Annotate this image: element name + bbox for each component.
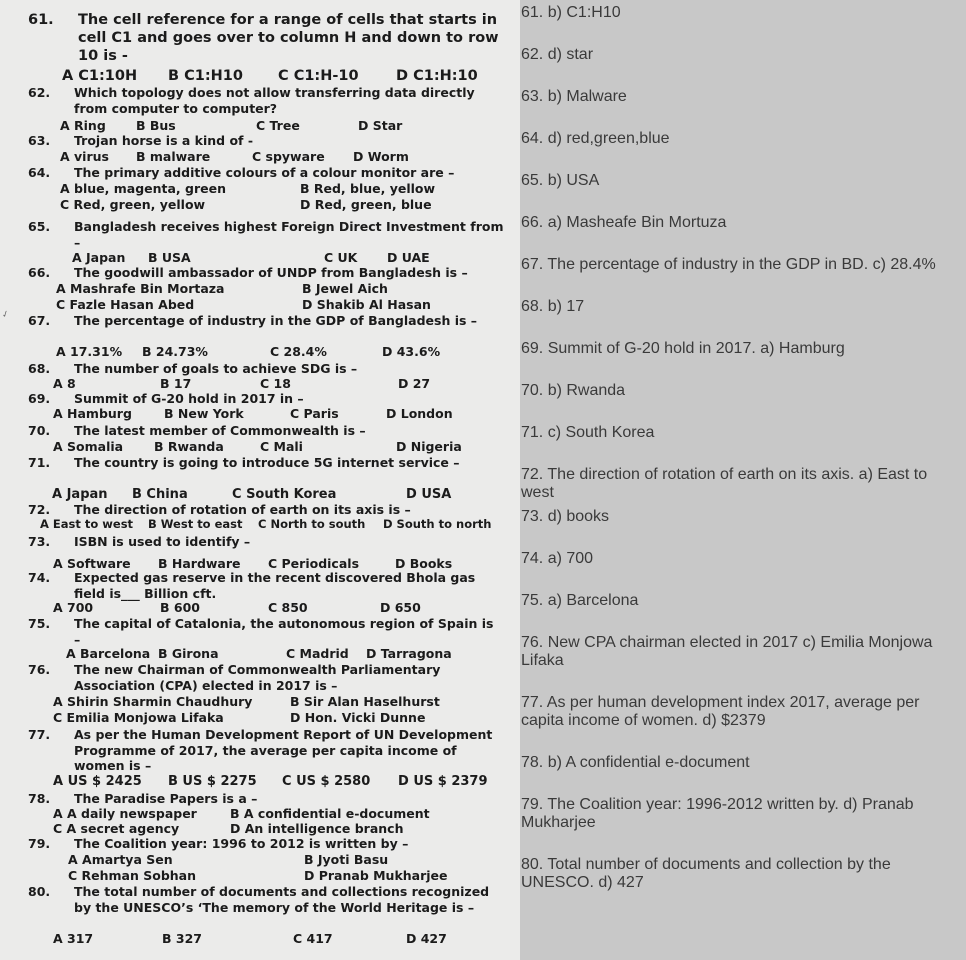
question-number: 63.: [28, 133, 51, 148]
question-stem: The direction of rotation of earth on its axis is –: [74, 502, 411, 517]
option-b: B A confidential e-document: [230, 806, 430, 821]
answer-73: 73. d) books: [521, 508, 610, 525]
option-c: C Periodicals: [268, 556, 360, 571]
answer-72: 72. The direction of rotation of earth on its axis. a) East to west: [521, 466, 928, 501]
option-a: A Software: [53, 556, 131, 571]
option-c: C Rehman Sobhan: [68, 868, 197, 883]
answer-74: 74. a) 700: [521, 550, 594, 567]
question-stem: Bangladesh receives highest Foreign Direct Investment from –: [74, 219, 504, 250]
option-a: A Hamburg: [53, 406, 132, 421]
option-d: D An intelligence branch: [230, 821, 404, 836]
question-number: 67.: [28, 313, 51, 328]
handwritten-mark: ✓: [0, 309, 12, 321]
question-stem: Which topology does not allow transferring data directly from computer to computer?: [74, 85, 475, 116]
answer-75: 75. a) Barcelona: [521, 592, 639, 609]
option-b: B malware: [136, 149, 211, 164]
option-a: A Japan: [72, 250, 126, 265]
option-a: A East to west: [40, 517, 134, 531]
question-stem: The number of goals to achieve SDG is –: [74, 361, 358, 376]
option-c: C 850: [268, 600, 308, 615]
question-number: 75.: [28, 616, 51, 631]
answer-80: 80. Total number of documents and collection by the UNESCO. d) 427: [521, 856, 891, 891]
option-b: B Jewel Aich: [302, 281, 388, 296]
answer-62: 62. d) star: [521, 46, 594, 63]
option-a: A C1:10H: [62, 68, 138, 84]
question-stem: Trojan horse is a kind of -: [74, 133, 254, 148]
option-d: D Worm: [353, 149, 409, 164]
option-b: B Rwanda: [154, 439, 224, 454]
option-d: D Books: [395, 556, 453, 571]
option-c: C spyware: [252, 149, 325, 164]
option-b: B New York: [164, 406, 244, 421]
question-number: 64.: [28, 165, 51, 180]
answer-76: 76. New CPA chairman elected in 2017 c) Emilia Monjowa Lifaka: [521, 634, 933, 669]
question-number: 70.: [28, 423, 51, 438]
question-number: 74.: [28, 570, 51, 585]
question-number: 80.: [28, 884, 51, 899]
question-stem: The new Chairman of Commonwealth Parliamentary Association (CPA) elected in 2017 is –: [74, 662, 441, 693]
option-b: B Red, blue, yellow: [300, 181, 436, 196]
answer-66: 66. a) Masheafe Bin Mortuza: [521, 214, 727, 231]
option-a: A A daily newspaper: [53, 806, 197, 821]
option-d: D Red, green, blue: [300, 197, 432, 212]
option-c: C Red, green, yellow: [60, 197, 206, 212]
option-b: B Girona: [158, 646, 219, 661]
question-stem: The country is going to introduce 5G internet service –: [74, 455, 460, 470]
answer-78: 78. b) A confidential e-document: [521, 754, 750, 771]
answer-69: 69. Summit of G-20 hold in 2017. a) Hamburg: [521, 340, 845, 357]
option-d: D 27: [398, 376, 431, 391]
question-stem: The percentage of industry in the GDP of Bangladesh is –: [74, 313, 478, 328]
option-d: D US $ 2379: [398, 774, 488, 789]
question-stem: Expected gas reserve in the recent discovered Bhola gas field is___ Billion cft.: [74, 570, 476, 601]
option-c: C Mali: [260, 439, 303, 454]
option-b: B USA: [148, 250, 191, 265]
question-stem: The total number of documents and collections recognized by the UNESCO’s ‘The memory of the World Heritage is –: [74, 884, 490, 915]
option-d: D Nigeria: [396, 439, 462, 454]
option-c: C UK: [324, 250, 358, 265]
question-stem: The latest member of Commonwealth is –: [74, 423, 366, 438]
option-c: C Paris: [290, 406, 339, 421]
option-b: B Hardware: [158, 556, 241, 571]
option-c: C C1:H-10: [278, 68, 359, 84]
option-d: D Shakib Al Hasan: [302, 297, 431, 312]
option-d: D Hon. Vicki Dunne: [290, 710, 426, 725]
option-d: D Star: [358, 118, 403, 133]
option-a: A 700: [53, 600, 94, 615]
answer-77: 77. As per human development index 2017, average per capita income of women. d) $2379: [521, 694, 920, 729]
answer-63: 63. b) Malware: [521, 88, 627, 105]
option-a: A 8: [53, 376, 76, 391]
option-a: A Shirin Sharmin Chaudhury: [53, 694, 253, 709]
option-c: C 28.4%: [270, 344, 327, 359]
answer-68: 68. b) 17: [521, 298, 585, 315]
option-b: B 17: [160, 376, 192, 391]
question-number: 79.: [28, 836, 51, 851]
option-c: C Tree: [256, 118, 300, 133]
question-number: 62.: [28, 85, 51, 100]
option-a: A US $ 2425: [53, 774, 142, 789]
option-d: D 43.6%: [382, 344, 441, 359]
option-a: A virus: [60, 149, 109, 164]
option-c: C A secret agency: [53, 821, 180, 836]
option-d: D Pranab Mukharjee: [304, 868, 448, 883]
question-number: 76.: [28, 662, 51, 677]
option-d: D Tarragona: [366, 646, 452, 661]
option-c: C 18: [260, 376, 291, 391]
question-stem: The primary additive colours of a colour monitor are –: [74, 165, 455, 180]
option-b: B Bus: [136, 118, 176, 133]
option-a: A Amartya Sen: [68, 852, 173, 867]
question-stem: ISBN is used to identify –: [74, 534, 251, 549]
question-stem: Summit of G-20 hold in 2017 in –: [74, 391, 304, 406]
answer-71: 71. c) South Korea: [521, 424, 655, 441]
question-stem: The capital of Catalonia, the autonomous region of Spain is –: [74, 616, 494, 647]
option-b: B China: [132, 487, 188, 502]
option-d: D South to north: [383, 517, 492, 531]
option-c: C South Korea: [232, 487, 337, 502]
answer-61: 61. b) C1:H10: [521, 4, 621, 21]
question-number: 66.: [28, 265, 51, 280]
question-stem: The Coalition year: 1996 to 2012 is written by –: [74, 836, 409, 851]
option-d: D C1:H:10: [396, 68, 478, 84]
option-b: B C1:H10: [168, 68, 243, 84]
option-b: B Sir Alan Haselhurst: [290, 694, 440, 709]
question-stem: The Paradise Papers is a –: [74, 791, 258, 806]
question-stem: The goodwill ambassador of UNDP from Bangladesh is –: [74, 265, 468, 280]
option-c: C Emilia Monjowa Lifaka: [53, 710, 224, 725]
answer-64: 64. d) red,green,blue: [521, 130, 670, 147]
option-c: C Madrid: [286, 646, 349, 661]
option-b: B 24.73%: [142, 344, 208, 359]
option-b: B West to east: [148, 517, 243, 531]
answer-67: 67. The percentage of industry in the GDP in BD. c) 28.4%: [521, 256, 936, 273]
question-number: 61.: [28, 12, 54, 28]
option-a: A Mashrafe Bin Mortaza: [56, 281, 225, 296]
option-d: D UAE: [387, 250, 430, 265]
option-a: A 317: [53, 931, 94, 946]
question-stem: The cell reference for a range of cells that starts in cell C1 and goes over to column H and down to row 10 is -: [78, 12, 499, 64]
option-d: D 427: [406, 931, 447, 946]
answer-79: 79. The Coalition year: 1996-2012 written by. d) Pranab Mukharjee: [521, 796, 914, 831]
question-number: 69.: [28, 391, 51, 406]
question-number: 72.: [28, 502, 51, 517]
option-a: A Ring: [60, 118, 106, 133]
question-number: 73.: [28, 534, 51, 549]
option-a: A Somalia: [53, 439, 124, 454]
answer-65: 65. b) USA: [521, 172, 600, 189]
option-a: A Japan: [52, 487, 108, 502]
option-b: B US $ 2275: [168, 774, 257, 789]
question-number: 65.: [28, 219, 51, 234]
option-c: C North to south: [258, 517, 366, 531]
option-d: D USA: [406, 487, 452, 502]
answer-key-panel: [521, 0, 966, 960]
answer-70: 70. b) Rwanda: [521, 382, 626, 399]
question-number: 78.: [28, 791, 51, 806]
option-b: B 600: [160, 600, 200, 615]
option-a: A 17.31%: [56, 344, 123, 359]
option-b: B Jyoti Basu: [304, 852, 389, 867]
option-b: B 327: [162, 931, 202, 946]
question-stem: As per the Human Development Report of UN Development Programme of 2017, the average per capita income of women is –: [74, 727, 493, 773]
option-d: D London: [386, 406, 453, 421]
question-number: 77.: [28, 727, 51, 742]
option-c: C Fazle Hasan Abed: [56, 297, 195, 312]
question-number: 68.: [28, 361, 51, 376]
option-c: C 417: [293, 931, 333, 946]
option-c: C US $ 2580: [282, 774, 371, 789]
option-a: A blue, magenta, green: [60, 181, 226, 196]
option-d: D 650: [380, 600, 421, 615]
question-number: 71.: [28, 455, 51, 470]
option-a: A Barcelona: [66, 646, 151, 661]
